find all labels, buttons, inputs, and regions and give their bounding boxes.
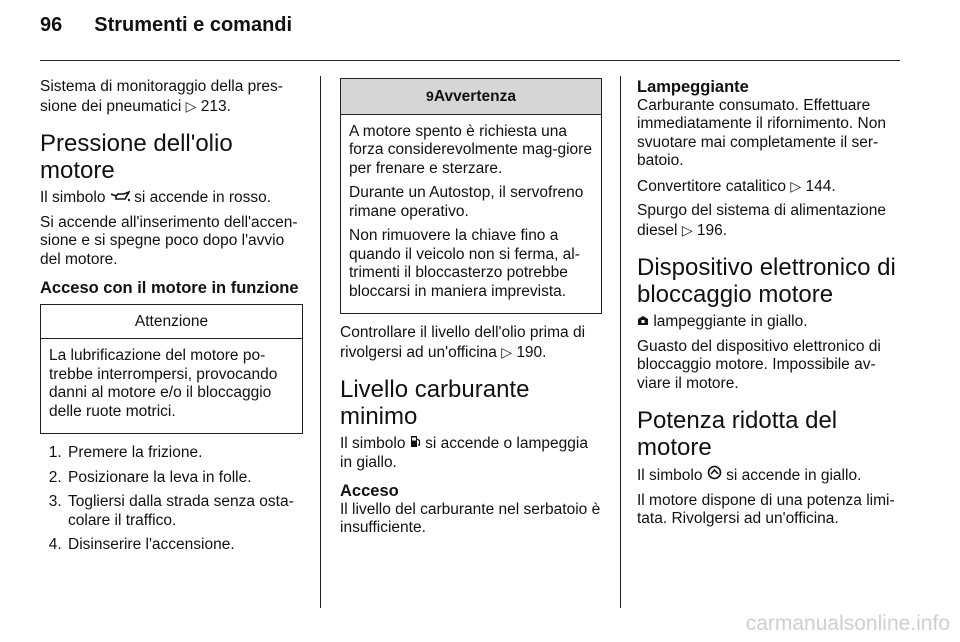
warning-text-2: Durante un Autostop, il servofreno rimane operativo. — [349, 184, 584, 220]
steps-list — [40, 444, 303, 555]
chapter-title: Strumenti e comandi — [94, 14, 293, 36]
list-item: 1. Premere la frizione. — [66, 444, 303, 463]
section-heading-fuel: Livello carburante minimo — [340, 376, 530, 430]
page-ref[interactable]: 144. — [805, 177, 836, 195]
acceso-paragraph: Il livello del carburante nel serbatoio è insufficiente. — [340, 500, 601, 536]
warning-title: Avvertenza — [433, 88, 516, 105]
oil-can-icon — [110, 188, 130, 207]
warning-text-1: A motore spento è richiesta una forza considerevolmente mag-giore per frenare e sterzare. — [349, 122, 592, 177]
power-paragraph: Il motore dispone di una potenza limi-tata. Rivolgersi ad un'officina. — [637, 491, 895, 527]
attention-box — [40, 304, 303, 435]
column-3 — [637, 78, 905, 535]
oil-symbol-line: Il simbolo si accende in rosso. — [40, 189, 272, 206]
page-reference-icon: ▷ — [790, 177, 802, 194]
subheading-acceso: Acceso — [340, 482, 399, 500]
fuel-pump-icon — [410, 434, 421, 453]
immobilizer-icon — [637, 312, 649, 331]
header-rule — [40, 60, 900, 61]
check-oil-paragraph: Controllare il livello dell'olio prima di rivolgersi ad un'officina ▷ 190. — [340, 324, 586, 361]
page-number: 96 — [40, 14, 63, 36]
column-2 — [340, 78, 602, 544]
subheading-engine-running: Acceso con il motore in funzione — [40, 279, 299, 297]
page-header — [40, 14, 292, 37]
list-item: 4. Disinserire l'accensione. — [66, 536, 303, 555]
page-reference-icon: ▷ — [681, 221, 693, 238]
power-symbol-line: Il simbolo si accende in giallo. — [637, 467, 862, 484]
intro-paragraph: Sistema di monitoraggio della pres-sione dei pneumatici ▷ 213. — [40, 78, 283, 115]
column-divider-2 — [620, 76, 621, 608]
list-item: 2. Posizionare la leva in folle. — [66, 469, 303, 488]
attention-title: Attenzione — [41, 305, 302, 340]
page-ref[interactable]: 213. — [200, 97, 231, 115]
immobilizer-paragraph: Guasto del dispositivo elettronico di bloccaggio motore. Impossibile av-viare il motore. — [637, 337, 881, 392]
section-heading-oil: Pressione dell'olio motore — [40, 130, 233, 184]
bleed-paragraph: Spurgo del sistema di alimentazione diesel ▷ 196. — [637, 202, 886, 239]
page-reference-icon: ▷ — [185, 97, 197, 114]
lamp-paragraph: Carburante consumato. Effettuare immediatamente il rifornimento. Non svuotare mai completamente il ser-batoio. — [637, 96, 886, 169]
page-ref[interactable]: 196. — [696, 221, 728, 239]
subheading-lampeggiante: Lampeggiante — [637, 78, 749, 96]
warning-header — [341, 79, 601, 115]
section-heading-immobilizer: Dispositivo elettronico di bloccaggio motore — [637, 254, 896, 308]
column-divider-1 — [320, 76, 321, 608]
list-item: 3. Togliersi dalla strada senza osta-colare il traffico. — [66, 493, 303, 530]
immobilizer-line: lampeggiante in giallo. — [637, 312, 905, 332]
column-1 — [40, 78, 303, 561]
converter-paragraph: Convertitore catalitico ▷ 144. — [637, 177, 836, 195]
warning-triangle-icon: 9 — [426, 88, 434, 104]
attention-text: La lubrificazione del motore po-trebbe interrompersi, provocando danni al motore e/o il bloccaggio delle ruote motrici. — [49, 347, 278, 420]
reduced-power-icon — [707, 465, 722, 485]
watermark: carmanualsonline.info — [745, 612, 950, 635]
page-reference-icon: ▷ — [501, 343, 512, 360]
oil-paragraph: Si accende all'inserimento dell'accen-sione e si spegne poco dopo l'avvio del motore. — [40, 213, 298, 268]
fuel-symbol-line: Il simbolo si accende o lampeggia in giallo. — [340, 435, 588, 471]
page-ref[interactable]: 190. — [516, 343, 547, 361]
section-heading-power: Potenza ridotta del motore — [637, 407, 838, 461]
warning-box — [340, 78, 602, 314]
warning-text-3: Non rimuovere la chiave fino a quando il veicolo non si ferma, al-trimenti il bloccasterzo potrebbe bloccarsi in maniera imprevista. — [349, 227, 580, 300]
